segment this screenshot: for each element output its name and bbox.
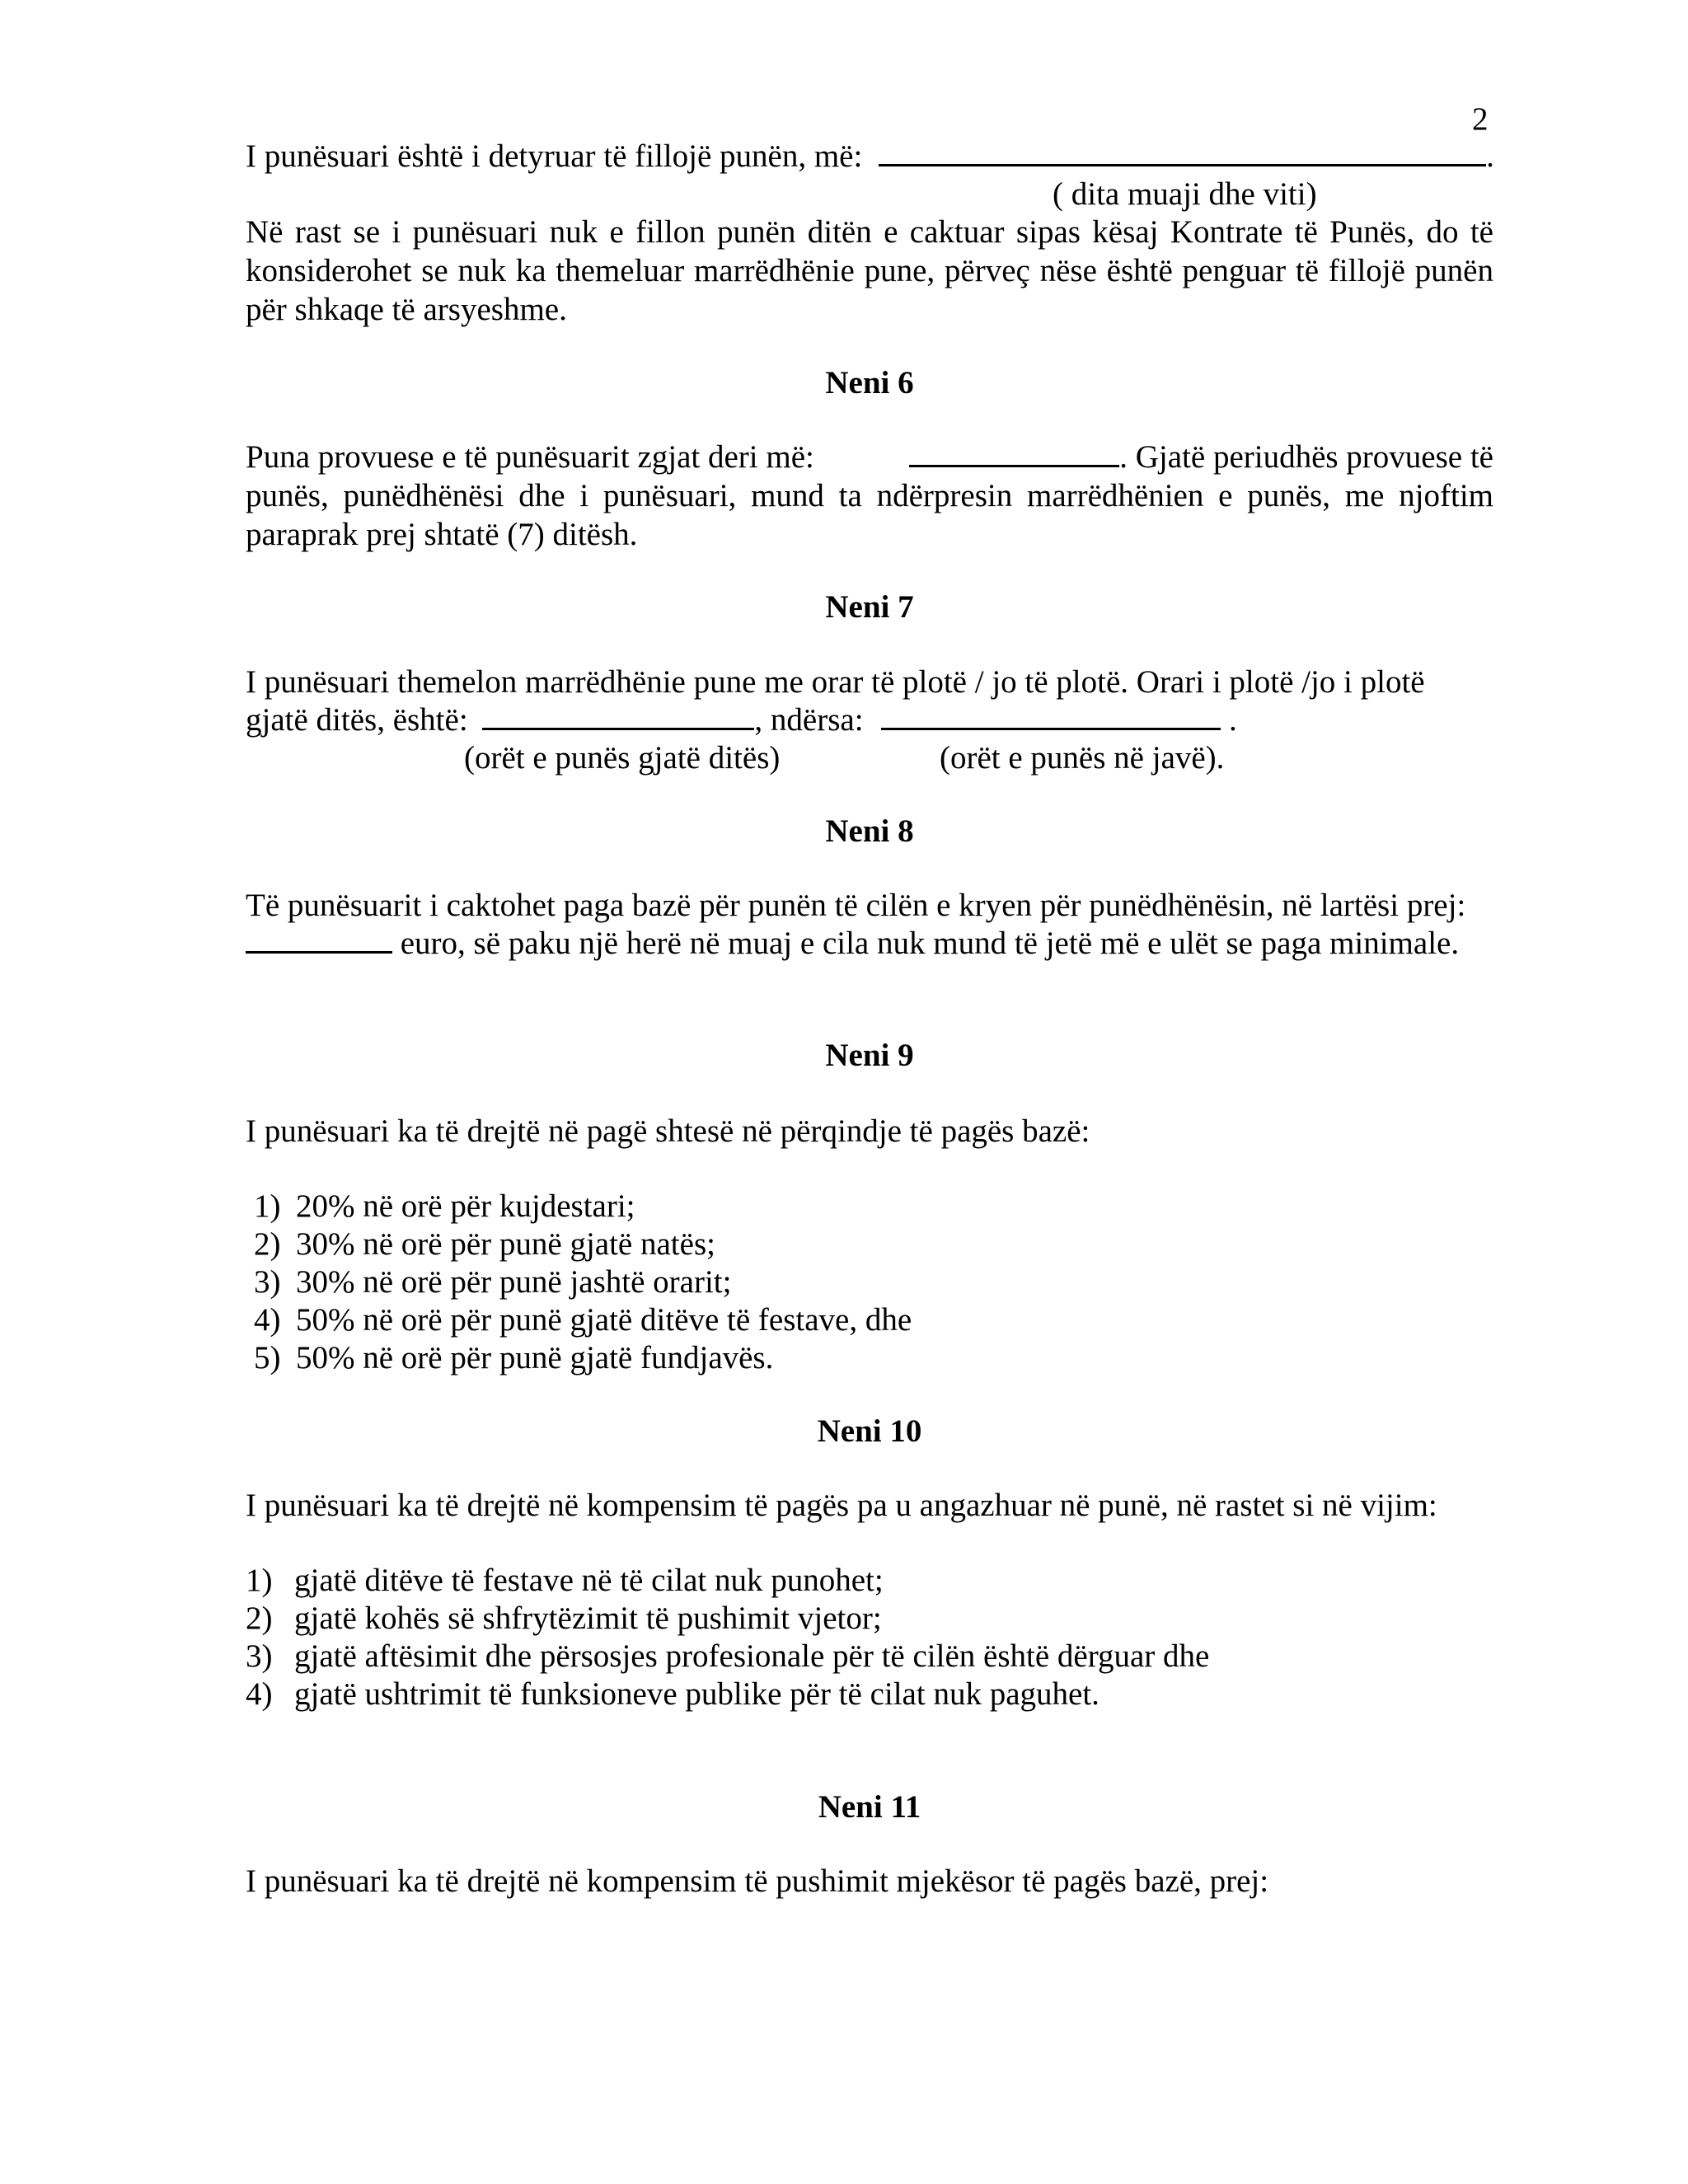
- article8-heading: Neni 8: [825, 813, 914, 849]
- article5-paragraph: Në rast se i punësuari nuk e fillon punën ditën e caktuar sipas kësaj Kontrate të Punës, do të konsiderohet se nuk ka themeluar marrëdhënie pune, përveç nëse është penguar të fillojë punën për shkaqe të arsyeshme.: [246, 214, 1493, 327]
- article11-heading: Neni 11: [818, 1789, 921, 1825]
- start-date-caption: ( dita muaji dhe viti): [1053, 176, 1317, 212]
- article7-line1: I punësuari themelon marrëdhënie pune me orar të plotë / jo të plotë. Orari i plotë /jo i plotë: [246, 664, 1425, 700]
- article10-heading: Neni 10: [817, 1413, 922, 1449]
- list-item-text: gjatë ditëve të festave në të cilat nuk punohet;: [294, 1563, 884, 1598]
- article6-probation-label: Puna provuese e të punësuarit zgjat deri më:: [246, 439, 814, 475]
- start-date-period: .: [1486, 138, 1494, 174]
- article8-salary-text: euro, së paku një herë në muaj e cila nuk mund të jetë më e ulët se paga minimale.: [392, 926, 1460, 961]
- hours-per-week-blank: [881, 703, 1221, 730]
- start-date-line: [246, 137, 1494, 176]
- article9-heading: Neni 9: [825, 1038, 914, 1073]
- hours-week-caption: (orët e punës në javë).: [940, 740, 1225, 776]
- list-item-number: 3): [246, 1638, 273, 1674]
- hours-day-caption: (orët e punës gjatë ditës): [464, 740, 781, 776]
- list-item-text: gjatë kohës së shfrytëzimit të pushimit vjetor;: [294, 1601, 882, 1636]
- article9-intro: I punësuari ka të drejtë në pagë shtesë në përqindje të pagës bazë:: [246, 1113, 1090, 1149]
- list-item-number: 5): [254, 1340, 281, 1376]
- article7-hours-day-label: gjatë ditës, është:: [246, 702, 468, 738]
- list-item-text: gjatë ushtrimit të funksioneve publike për të cilat nuk paguhet.: [294, 1676, 1100, 1712]
- salary-blank: [246, 926, 392, 954]
- list-item-text: 30% në orë për punë gjatë natës;: [296, 1226, 715, 1262]
- article7-heading: Neni 7: [825, 589, 914, 625]
- list-item-number: 2): [246, 1601, 273, 1636]
- list-item-text: gjatë aftësimit dhe përsosjes profesionale për të cilën është dërguar dhe: [294, 1638, 1210, 1674]
- article10-intro: I punësuari ka të drejtë në kompensim të pagës pa u angazhuar në punë, në rastet si në vijim:: [246, 1488, 1437, 1523]
- article6-heading: Neni 6: [825, 365, 914, 401]
- article7-while-label: , ndërsa:: [754, 702, 864, 738]
- list-item-number: 4): [254, 1302, 281, 1338]
- list-item-number: 3): [254, 1264, 281, 1300]
- article7-period: .: [1229, 702, 1237, 738]
- list-item-number: 4): [246, 1676, 273, 1712]
- list-item-text: 50% në orë për punë gjatë fundjavës.: [296, 1340, 774, 1376]
- article8-line1: Të punësuarit i caktohet paga bazë për punën të cilën e kryen për punëdhënësin, në lartësi prej:: [246, 888, 1466, 923]
- start-date-blank: [879, 139, 1486, 166]
- article6-rest: punës, punëdhënësi dhe i punësuari, mund ta ndërpresin marrëdhënien e punës, me njoftim paraprak prej shtatë (7) ditësh.: [246, 478, 1493, 552]
- page-number: 2: [1472, 101, 1489, 137]
- probation-blank: [909, 440, 1119, 467]
- article11-intro: I punësuari ka të drejtë në kompensim të pushimit mjekësor të pagës bazë, prej:: [246, 1863, 1269, 1899]
- article6-paragraph: [246, 438, 1493, 554]
- start-date-label: I punësuari është i detyruar të fillojë punën, më:: [246, 138, 863, 174]
- article6-probation-rest: . Gjatë periudhës provuese të: [1119, 439, 1493, 475]
- list-item-number: 1): [246, 1563, 273, 1598]
- list-item-text: 50% në orë për punë gjatë ditëve të festave, dhe: [296, 1302, 912, 1338]
- list-item-number: 2): [254, 1226, 281, 1262]
- article8-line2: [246, 924, 1459, 963]
- article7-line2: [246, 701, 1237, 739]
- list-item-text: 20% në orë për kujdestari;: [296, 1188, 635, 1224]
- article6-first-line: [246, 438, 1493, 476]
- hours-per-day-blank: [482, 703, 754, 730]
- list-item-text: 30% në orë për punë jashtë orarit;: [296, 1264, 732, 1300]
- list-item-number: 1): [254, 1188, 281, 1224]
